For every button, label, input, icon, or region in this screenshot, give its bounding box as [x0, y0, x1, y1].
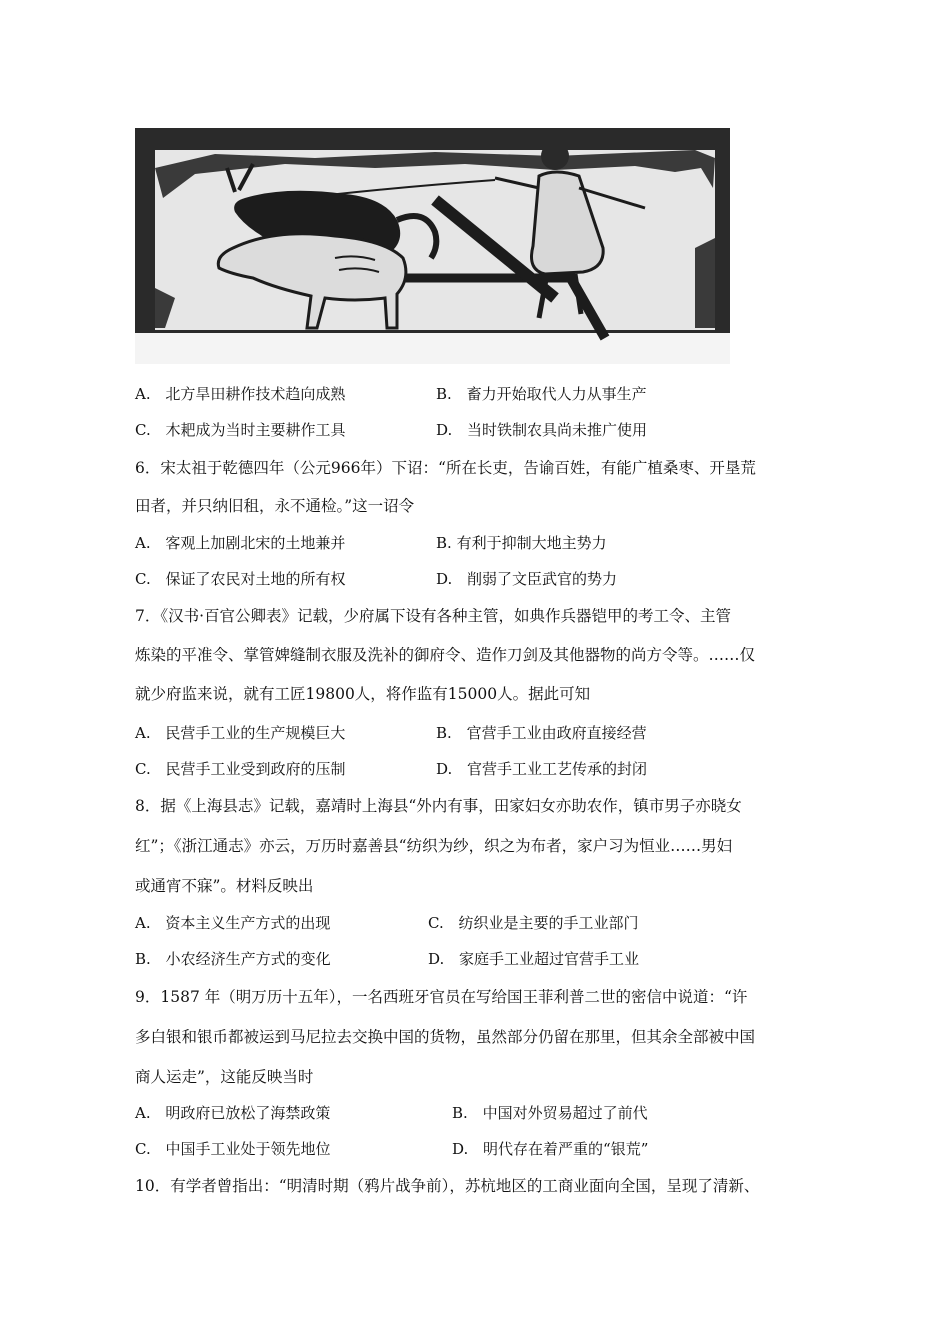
- q5-option-a: [135, 384, 345, 404]
- option-text: 削弱了文臣武官的势力: [467, 570, 618, 588]
- option-label: D.: [428, 950, 445, 968]
- q8-option-b: [135, 949, 331, 969]
- q7-option-c: [135, 759, 346, 779]
- option-label: B.: [452, 1104, 468, 1122]
- option-text: 小农经济生产方式的变化: [165, 950, 331, 968]
- q9-option-a: [135, 1103, 330, 1123]
- option-label: C.: [428, 914, 444, 932]
- option-label: D.: [436, 760, 453, 778]
- q6-option-b: [436, 533, 607, 553]
- option-label: C.: [135, 570, 151, 588]
- option-text: 北方旱田耕作技术趋向成熟: [165, 385, 346, 403]
- option-label: B.: [436, 724, 452, 742]
- option-label: B.: [436, 534, 452, 552]
- q8-option-c: [428, 913, 639, 933]
- q5-option-d: [436, 420, 647, 440]
- option-label: A.: [135, 724, 151, 742]
- option-text: 家庭手工业超过官营手工业: [459, 950, 640, 968]
- q7-option-d: [436, 759, 647, 779]
- q7-option-a: [135, 723, 345, 743]
- option-text: 有利于抑制大地主势力: [456, 534, 607, 552]
- option-text: 明政府已放松了海禁政策: [165, 1104, 331, 1122]
- option-text: 当时铁制农具尚未推广使用: [467, 421, 648, 439]
- q9-option-c: [135, 1139, 331, 1159]
- option-text: 官营手工业由政府直接经营: [466, 724, 647, 742]
- option-label: C.: [135, 1140, 151, 1158]
- option-label: D.: [436, 570, 453, 588]
- option-label: B.: [135, 950, 151, 968]
- q7-option-b: [436, 723, 647, 743]
- option-text: 保证了农民对土地的所有权: [165, 570, 346, 588]
- q8-option-a: [135, 913, 330, 933]
- ox-plowing-mural-image: [135, 128, 730, 364]
- q6-option-c: [135, 569, 346, 589]
- option-text: 纺织业是主要的手工业部门: [458, 914, 639, 932]
- q6-option-a: [135, 533, 345, 553]
- option-text: 明代存在着严重的“银荒”: [483, 1140, 649, 1158]
- q9-option-d: [452, 1139, 648, 1159]
- q7-stem-line-3: 就少府监来说，就有工匠19800人，将作监有15000人。据此可知: [135, 685, 591, 703]
- option-text: 客观上加剧北宋的土地兼并: [165, 534, 346, 552]
- q7-stem-line-2: 炼染的平准令、掌管婢缝制衣服及洗补的御府令、造作刀剑及其他器物的尚方令等。……仅: [135, 646, 756, 664]
- option-text: 民营手工业的生产规模巨大: [165, 724, 346, 742]
- q8-stem-line-2: 红”；《浙江通志》亦云，万历时嘉善县“纺织为纱，织之为布者，家户习为恒业……男妇: [135, 837, 733, 855]
- q8-option-d: [428, 949, 639, 969]
- q10-stem-line-1: 10．有学者曾指出：“明清时期（鸦片战争前），苏杭地区的工商业面向全国，呈现了清新、: [135, 1177, 760, 1195]
- option-text: 中国对外贸易超过了前代: [482, 1104, 648, 1122]
- q9-stem-line-3: 商人运走”，这能反映当时: [135, 1068, 314, 1086]
- q6-stem-line-2: 田者，并只纳旧租，永不通检。”这一诏令: [135, 497, 415, 515]
- option-label: A.: [135, 1104, 151, 1122]
- q8-stem-line-1: 8．据《上海县志》记载，嘉靖时上海县“外内有事，田家妇女亦助农作，镇市男子亦晓女: [135, 797, 742, 815]
- q5-option-b: [436, 384, 647, 404]
- option-label: A.: [135, 534, 151, 552]
- q9-option-b: [452, 1103, 648, 1123]
- q6-stem-line-1: 6．宋太祖于乾德四年（公元966年）下诏：“所在长吏，告谕百姓，有能广植桑枣、开垦荒: [135, 459, 756, 477]
- q9-stem-line-2: 多白银和银币都被运到马尼拉去交换中国的货物，虽然部分仍留在那里，但其余全部被中国: [135, 1028, 756, 1046]
- option-text: 木耙成为当时主要耕作工具: [165, 421, 346, 439]
- option-label: C.: [135, 421, 151, 439]
- option-text: 民营手工业受到政府的压制: [165, 760, 346, 778]
- q9-stem-line-1: 9．1587 年（明万历十五年），一名西班牙官员在写给国王菲利普二世的密信中说道：“许: [135, 988, 748, 1006]
- option-label: A.: [135, 385, 151, 403]
- option-text: 中国手工业处于领先地位: [165, 1140, 331, 1158]
- q8-stem-line-3: 或通宵不寐”。材料反映出: [135, 877, 314, 895]
- option-label: A.: [135, 914, 151, 932]
- option-text: 官营手工业工艺传承的封闭: [467, 760, 648, 778]
- option-label: D.: [436, 421, 453, 439]
- q6-option-d: [436, 569, 617, 589]
- q5-option-c: [135, 420, 346, 440]
- option-label: B.: [436, 385, 452, 403]
- option-label: C.: [135, 760, 151, 778]
- option-text: 资本主义生产方式的出现: [165, 914, 331, 932]
- q7-stem-line-1: 7．《汉书·百官公卿表》记载，少府属下设有各种主管，如典作兵器铠甲的考工令、主管: [135, 607, 732, 625]
- option-text: 畜力开始取代人力从事生产: [466, 385, 647, 403]
- option-label: D.: [452, 1140, 469, 1158]
